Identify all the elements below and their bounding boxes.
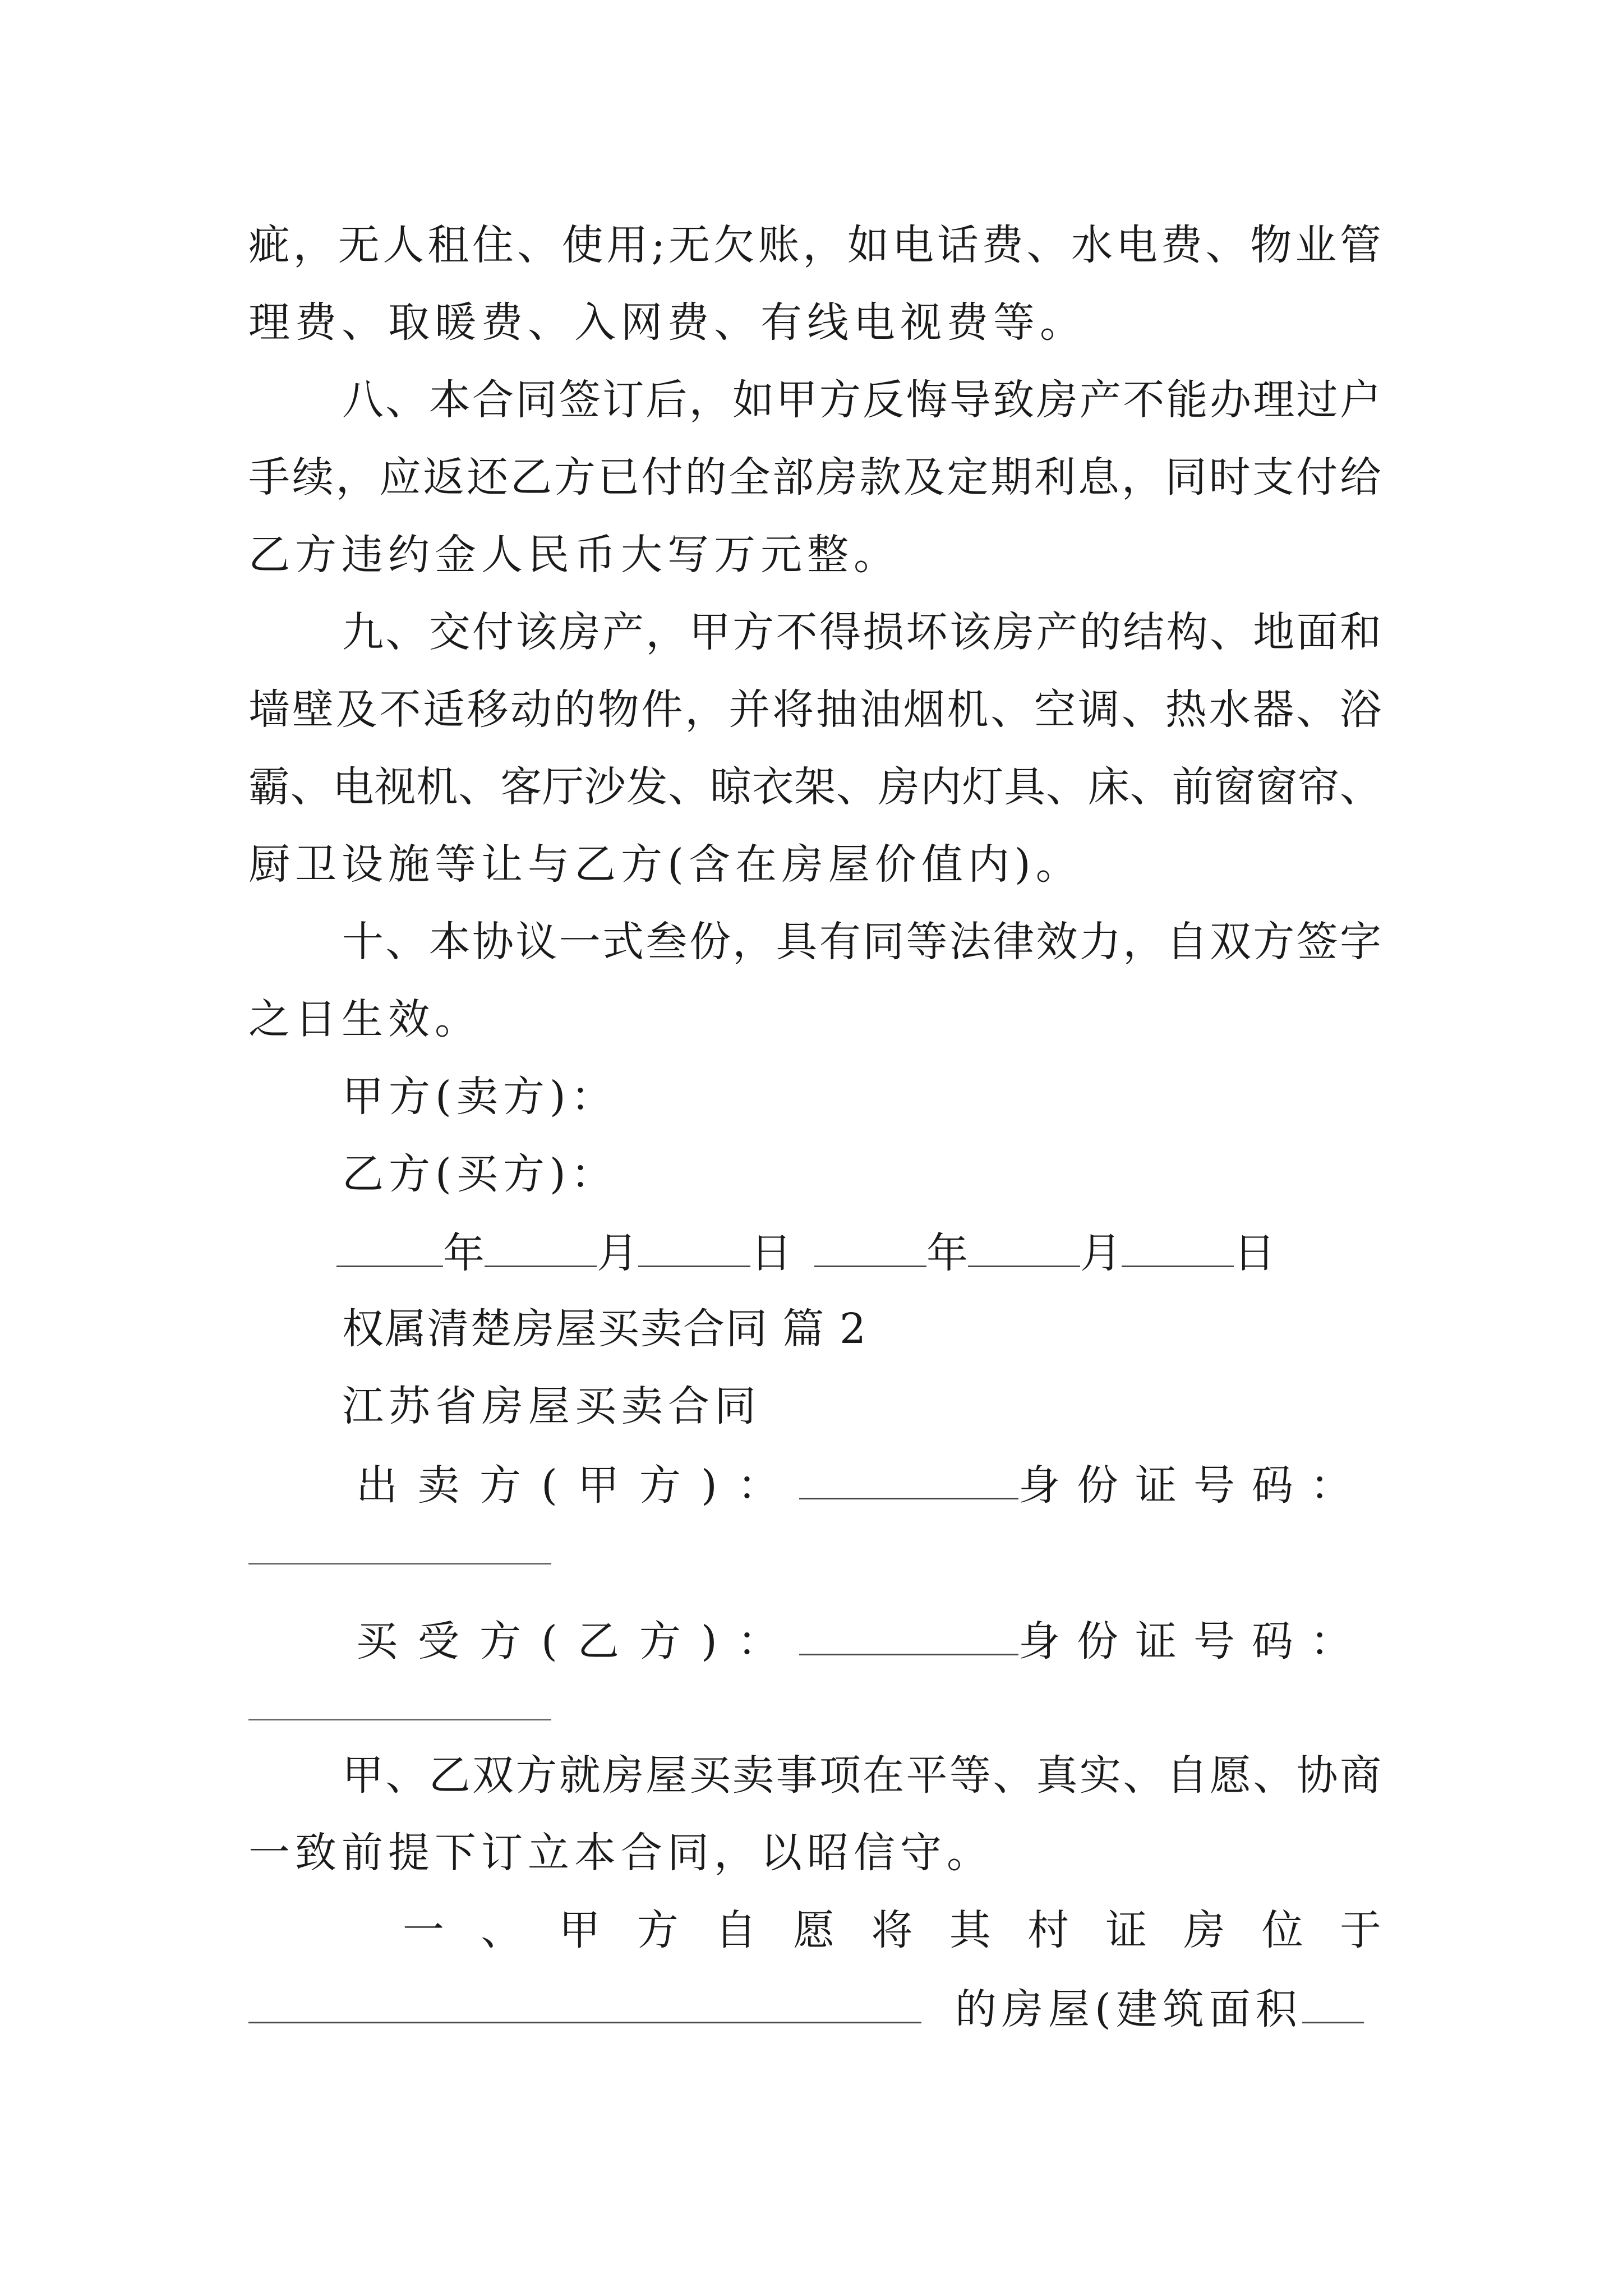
clause-10-line: 十、本协议一式叁份，具有同等法律效力，自双方签字 — [342, 918, 1381, 966]
clause-8-line: 手续，应返还乙方已付的全部房款及定期利息，同时支付给 — [248, 453, 1381, 501]
seller-row — [356, 1458, 1368, 1511]
clause-9-line: 霸、电视机、客厅沙发、晾衣架、房内灯具、床、前窗窗帘、 — [248, 763, 1381, 811]
address-field[interactable] — [248, 1982, 921, 2023]
blank-field — [968, 1226, 1080, 1267]
blank-field — [638, 1226, 750, 1267]
seller-label: 出卖方(甲方)： — [356, 1461, 799, 1510]
paragraph-line: 理费、取暖费、入网费、有线电视费等。 — [248, 298, 1086, 347]
clause-9-line: 墙壁及不适移动的物件，并将抽油烟机、空调、热水器、浴 — [248, 685, 1381, 734]
buyer-id-field[interactable] — [248, 1719, 551, 1720]
party-b-signature-label: 乙方(买方)： — [342, 1150, 617, 1198]
seller-id-label: 身份证号码： — [1018, 1461, 1368, 1510]
signature-date-row — [336, 1226, 1275, 1278]
clause-1-line: 一、甲方自愿将其村证房位于 — [403, 1906, 1381, 1954]
paragraph-line: 疵，无人租住、使用;无欠账，如电话费、水电费、物业管 — [248, 221, 1381, 269]
buyer-name-field[interactable] — [799, 1614, 1018, 1655]
building-area-label: 的房屋(建筑面积 — [955, 1985, 1302, 2033]
contract-title: 江苏省房屋买卖合同 — [342, 1382, 761, 1430]
date-month-label: 月 — [1080, 1229, 1122, 1277]
seller-name-field[interactable] — [799, 1458, 1018, 1499]
clause-8-line: 八、本合同签订后，如甲方反悔导致房产不能办理过户 — [342, 376, 1381, 424]
date-day-label: 日 — [1234, 1229, 1275, 1277]
clause-1-line-2 — [248, 1982, 1364, 2035]
blank-field — [485, 1226, 597, 1267]
blank-field — [1122, 1226, 1234, 1267]
party-a-signature-label: 甲方(卖方)： — [342, 1073, 617, 1121]
date-year-label: 年 — [443, 1229, 485, 1277]
section-heading: 权属清楚房屋买卖合同 篇 2 — [342, 1305, 868, 1353]
buyer-id-label: 身份证号码： — [1018, 1617, 1368, 1665]
clause-10-line: 之日生效。 — [248, 995, 481, 1043]
area-field[interactable] — [1302, 1982, 1364, 2023]
date-year-label: 年 — [926, 1229, 968, 1277]
date-day-label: 日 — [750, 1229, 792, 1277]
blank-field — [336, 1226, 443, 1267]
intro-line: 甲、乙双方就房屋买卖事项在平等、真实、自愿、协商 — [342, 1751, 1381, 1800]
clause-9-line: 九、交付该房产，甲方不得损坏该房产的结构、地面和 — [342, 608, 1381, 656]
clause-9-line: 厨卫设施等让与乙方(含在房屋价值内)。 — [248, 840, 1082, 889]
blank-field — [814, 1226, 926, 1267]
buyer-label: 买受方(乙方)： — [356, 1617, 799, 1665]
date-month-label: 月 — [597, 1229, 638, 1277]
clause-8-line: 乙方违约金人民币大写万元整。 — [248, 531, 900, 579]
seller-id-field[interactable] — [248, 1563, 551, 1565]
intro-line: 一致前提下订立本合同，以昭信守。 — [248, 1829, 993, 1877]
buyer-row — [356, 1614, 1368, 1667]
